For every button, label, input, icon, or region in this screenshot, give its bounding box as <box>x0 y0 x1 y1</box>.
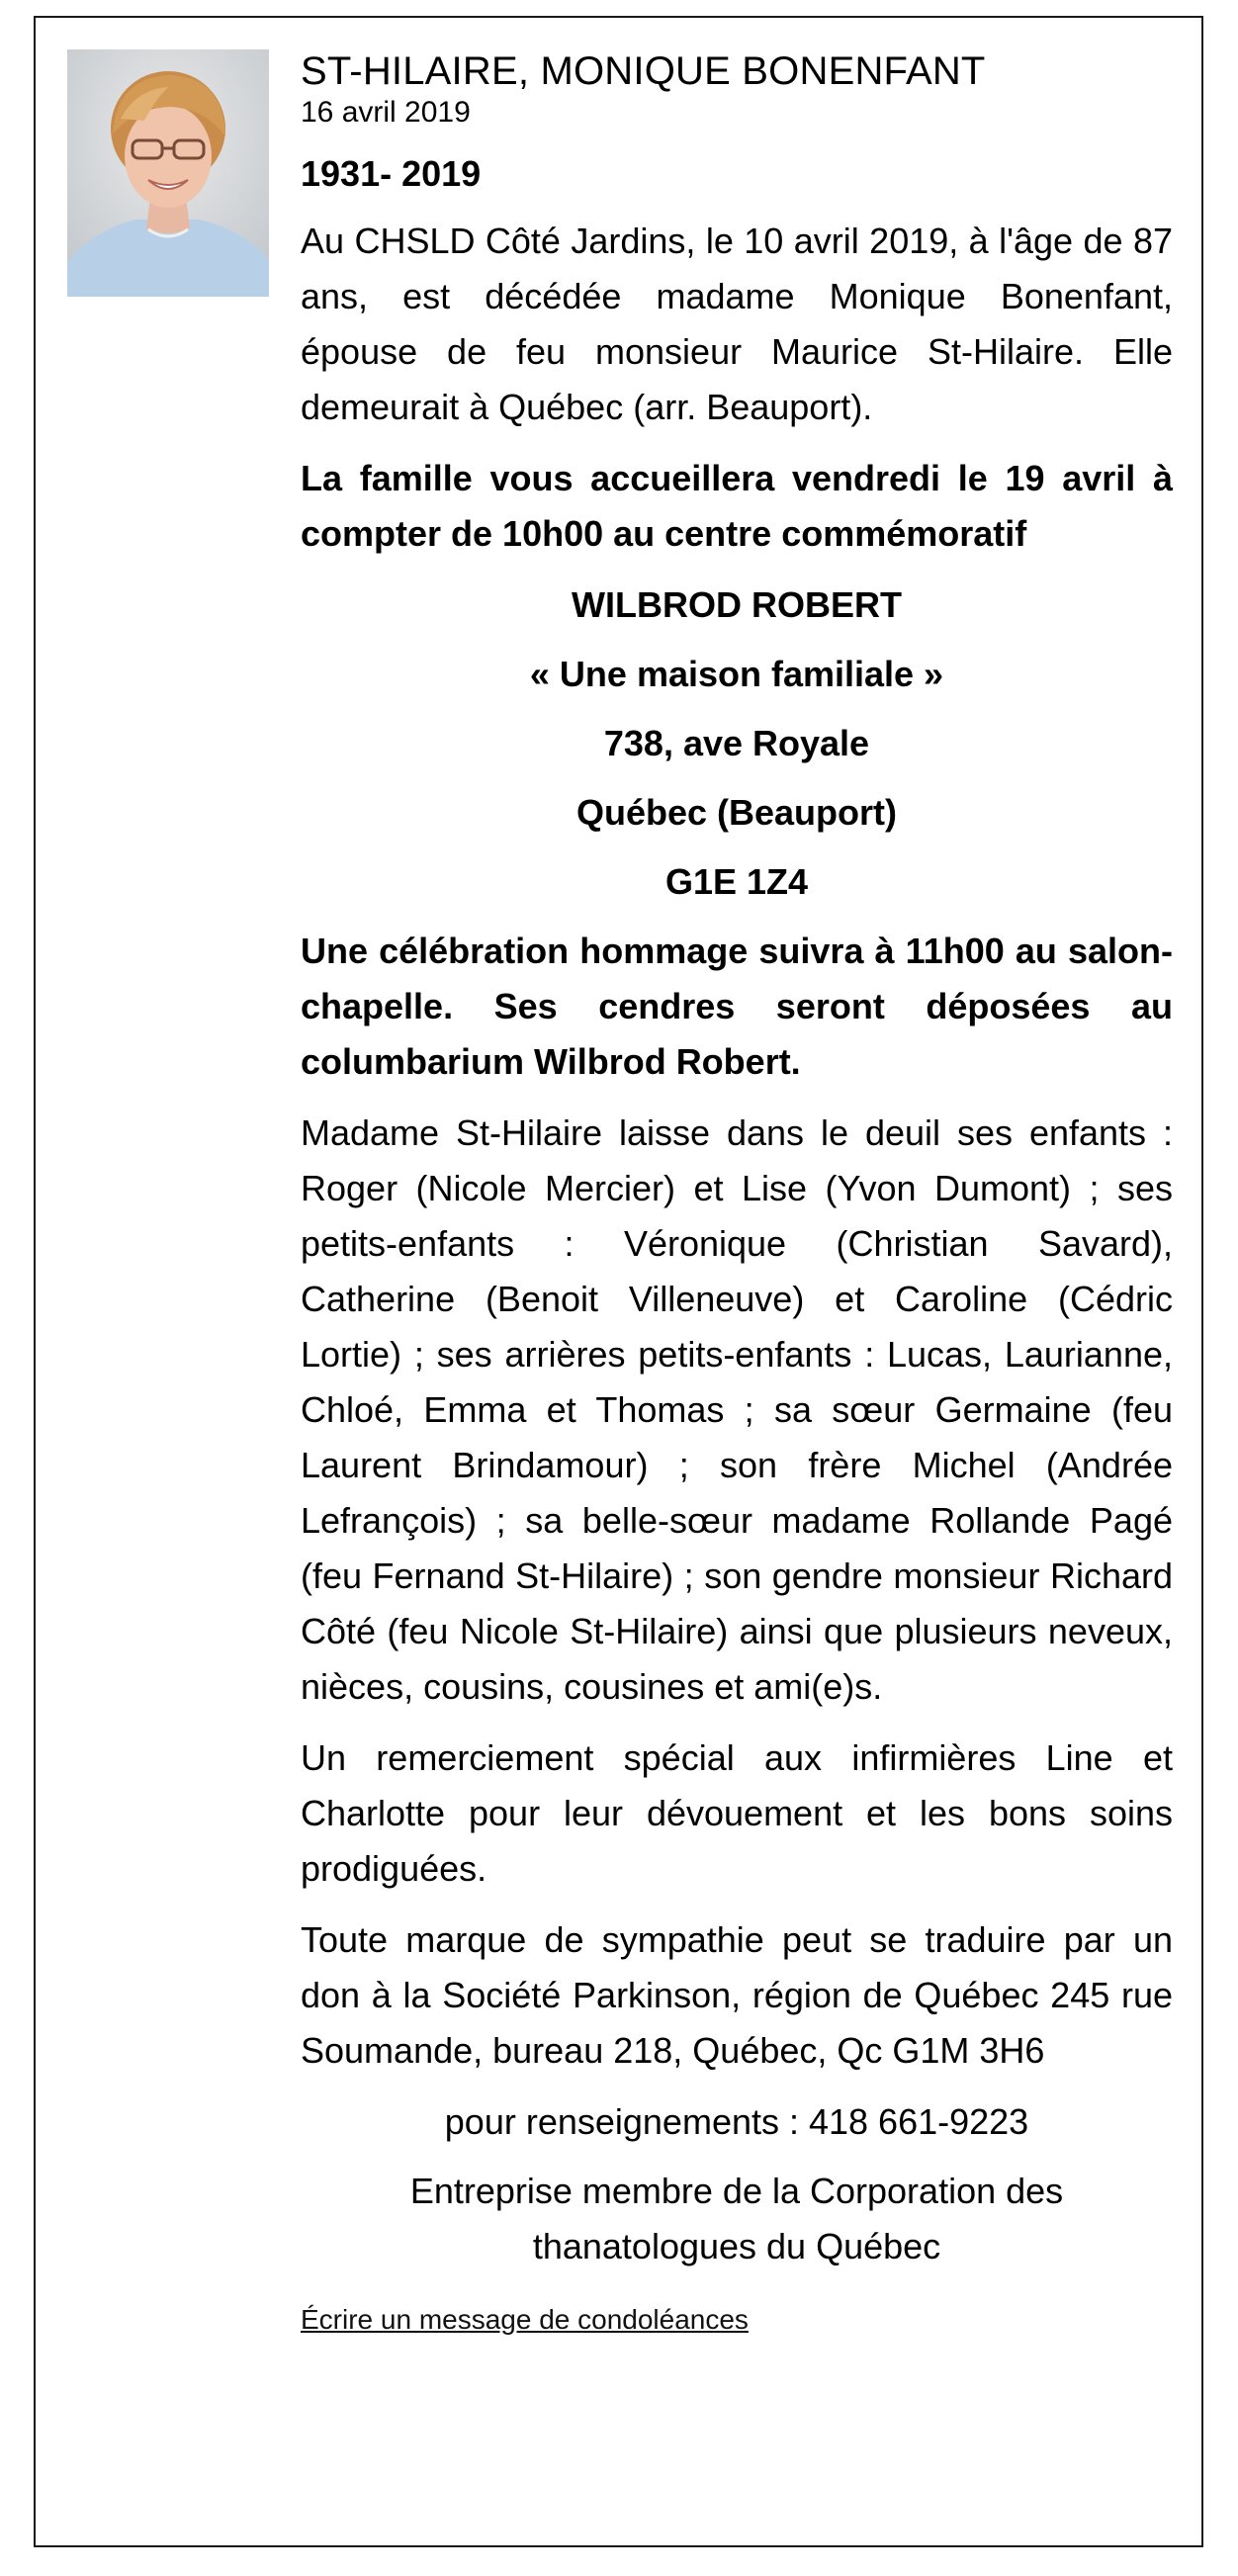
obituary-card <box>34 16 1203 2547</box>
life-years: 1931- 2019 <box>301 153 482 194</box>
membership-note: Entreprise membre de la Corporation des thanatologues du Québec <box>409 2171 1064 2266</box>
publish-date: 16 avril 2019 <box>301 96 471 129</box>
address-postal-code: G1E 1Z4 <box>664 861 809 902</box>
portrait-image <box>67 49 269 297</box>
address-street: 738, ave Royale <box>603 723 870 763</box>
address-city: Québec (Beauport) <box>575 792 898 833</box>
deceased-photo <box>67 49 269 297</box>
death-announcement: Au CHSLD Côté Jardins, le 10 avril 2019, à l'âge de 87 ans, est décédée madame Monique Bonenfant, épouse de feu monsieur Maurice St-Hilaire. Elle demeurait à Québec (arr. Beauport). <box>301 221 1173 427</box>
thanks-note: Un remerciement spécial aux infirmières Line et Charlotte pour leur dévouement et les bons soins prodiguées. <box>301 1737 1173 1889</box>
funeral-home-tagline: « Une maison familiale » <box>529 654 944 694</box>
info-phone: pour renseignements : 418 661-9223 <box>444 2101 1029 2142</box>
ceremony-info: Une célébration hommage suivra à 11h00 au salon-chapelle. Ses cendres seront déposées au columbarium Wilbrod Robert. <box>301 931 1173 1082</box>
condolences-link[interactable]: Écrire un message de condoléances <box>301 2304 749 2335</box>
survivors-list: Madame St-Hilaire laisse dans le deuil ses enfants : Roger (Nicole Mercier) et Lise (Yvon Dumont) ; ses petits-enfants : Véronique (Christian Savard), Catherine (Benoit Villeneuve) et Caroline (Cédric Lortie) ; ses arrières petits-enfants : Lucas, Laurianne, Chloé, Emma et Thomas ; sa sœur Germaine (feu Laurent Brindamour) ; son frère Michel (Andrée Lefrançois) ; sa belle-sœur madame Rollande Pagé (feu Fernand St-Hilaire) ; son gendre monsieur Richard Côté (feu Nicole St-Hilaire) ainsi que plusieurs neveux, nièces, cousins, cousines et ami(e)s. <box>301 1112 1173 1707</box>
obituary-content <box>301 47 1173 2338</box>
funeral-home-name: WILBROD ROBERT <box>572 584 902 625</box>
visitation-info: La famille vous accueillera vendredi le 19 avril à compter de 10h00 au centre commémoratif <box>301 458 1173 554</box>
donation-info: Toute marque de sympathie peut se traduire par un don à la Société Parkinson, région de Québec 245 rue Soumande, bureau 218, Québec, Qc G1M 3H6 <box>301 1919 1173 2071</box>
deceased-name: ST-HILAIRE, MONIQUE BONENFANT <box>301 49 986 93</box>
